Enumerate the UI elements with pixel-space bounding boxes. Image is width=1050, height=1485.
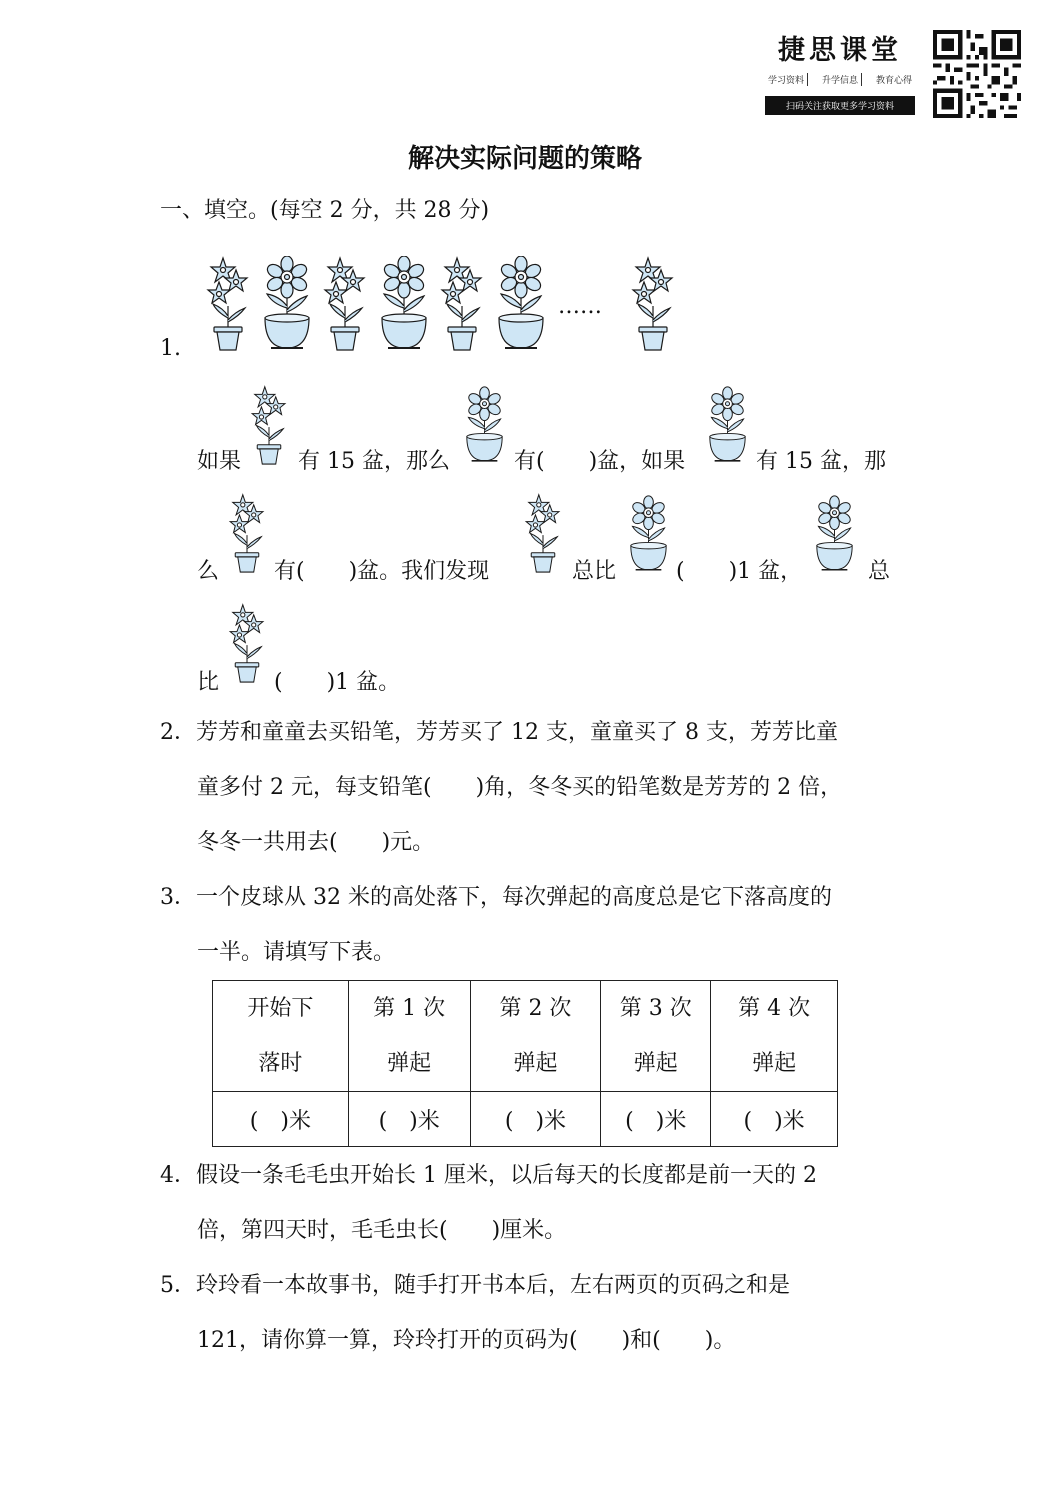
q1-text: 有( )盆。我们发现 bbox=[274, 559, 490, 584]
ellipsis: …… bbox=[558, 294, 602, 319]
star-flower-pot-icon bbox=[226, 493, 268, 573]
table-header-cell: 第 1 次 弹起 bbox=[348, 981, 470, 1092]
round-flower-pot-icon bbox=[812, 493, 857, 575]
table-header-cell: 开始下 落时 bbox=[213, 981, 349, 1092]
q1-text: 比 bbox=[197, 670, 220, 695]
q4-line: 倍，第四天时，毛毛虫长( )厘米。 bbox=[197, 1218, 567, 1243]
star-flower-pot-icon bbox=[320, 256, 370, 351]
q3-line: 3．一个皮球从 32 米的高处落下，每次弹起的高度总是它下落高度的 bbox=[160, 885, 832, 910]
star-flower-pot-icon bbox=[248, 385, 290, 465]
table-header-cell: 第 2 次 弹起 bbox=[470, 981, 601, 1092]
round-flower-pot-icon bbox=[705, 385, 750, 465]
round-flower-pot-icon bbox=[376, 256, 432, 351]
q1-text: 有 15 盆，那 bbox=[756, 449, 886, 474]
star-flower-pot-icon bbox=[226, 603, 268, 683]
table-header-cell: 第 4 次 弹起 bbox=[711, 981, 838, 1092]
section-heading: 一、填空。(每空 2 分，共 28 分) bbox=[160, 198, 490, 223]
round-flower-pot-icon bbox=[626, 493, 671, 575]
q3-line: 一半。请填写下表。 bbox=[197, 940, 396, 965]
brand-block bbox=[765, 28, 915, 115]
q5-line: 121，请你算一算，玲玲打开的页码为( )和( )。 bbox=[197, 1328, 736, 1353]
brand-tags bbox=[765, 73, 915, 86]
page-title: 解决实际问题的策略 bbox=[407, 144, 642, 174]
q1-text: ( )1 盆。 bbox=[274, 670, 401, 695]
star-flower-pot-icon bbox=[522, 493, 564, 573]
q1-text: 总 bbox=[868, 559, 891, 584]
round-flower-pot-icon bbox=[462, 385, 507, 465]
table-row bbox=[213, 1092, 838, 1147]
bounce-table bbox=[212, 980, 838, 1147]
q1-text: 总比 bbox=[572, 559, 617, 584]
star-flower-pot-icon bbox=[437, 256, 487, 351]
q2-line: 冬冬一共用去( )元。 bbox=[197, 830, 435, 855]
answer-cell[interactable]: ( )米 bbox=[348, 1092, 470, 1147]
brand-slogan: 扫码关注获取更多学习资料 bbox=[765, 96, 915, 115]
q2-line: 童多付 2 元，每支铅笔( )角，冬冬买的铅笔数是芳芳的 2 倍， bbox=[197, 775, 843, 800]
answer-cell[interactable]: ( )米 bbox=[601, 1092, 711, 1147]
q1-text: 如果 bbox=[197, 449, 242, 474]
brand-tag: 升学信息 bbox=[819, 73, 862, 86]
brand-tag: 学习资料 bbox=[765, 73, 808, 86]
q1-text: 么 bbox=[197, 559, 220, 584]
answer-cell[interactable]: ( )米 bbox=[213, 1092, 349, 1147]
q1-text: ( )1 盆， bbox=[676, 559, 803, 584]
q2-line: 2．芳芳和童童去买铅笔，芳芳买了 12 支，童童买了 8 支，芳芳比童 bbox=[160, 720, 838, 745]
q4-line: 4．假设一条毛毛虫开始长 1 厘米，以后每天的长度都是前一天的 2 bbox=[160, 1163, 817, 1188]
brand-tag: 教育心得 bbox=[875, 76, 912, 86]
table-header-cell: 第 3 次 弹起 bbox=[601, 981, 711, 1092]
answer-cell[interactable]: ( )米 bbox=[711, 1092, 838, 1147]
q1-text: 有( )盆，如果 bbox=[514, 449, 686, 474]
question-number: 1. bbox=[160, 336, 181, 361]
answer-cell[interactable]: ( )米 bbox=[470, 1092, 601, 1147]
star-flower-pot-icon bbox=[628, 256, 678, 351]
table-header-row bbox=[213, 981, 838, 1092]
q1-text: 有 15 盆，那么 bbox=[298, 449, 450, 474]
round-flower-pot-icon bbox=[259, 256, 315, 351]
star-flower-pot-icon bbox=[203, 256, 253, 351]
q5-line: 5．玲玲看一本故事书，随手打开书本后，左右两页的页码之和是 bbox=[160, 1273, 790, 1298]
round-flower-pot-icon bbox=[493, 256, 549, 351]
brand-name: 捷思课堂 bbox=[778, 35, 902, 66]
qr-code-icon bbox=[933, 30, 1021, 118]
